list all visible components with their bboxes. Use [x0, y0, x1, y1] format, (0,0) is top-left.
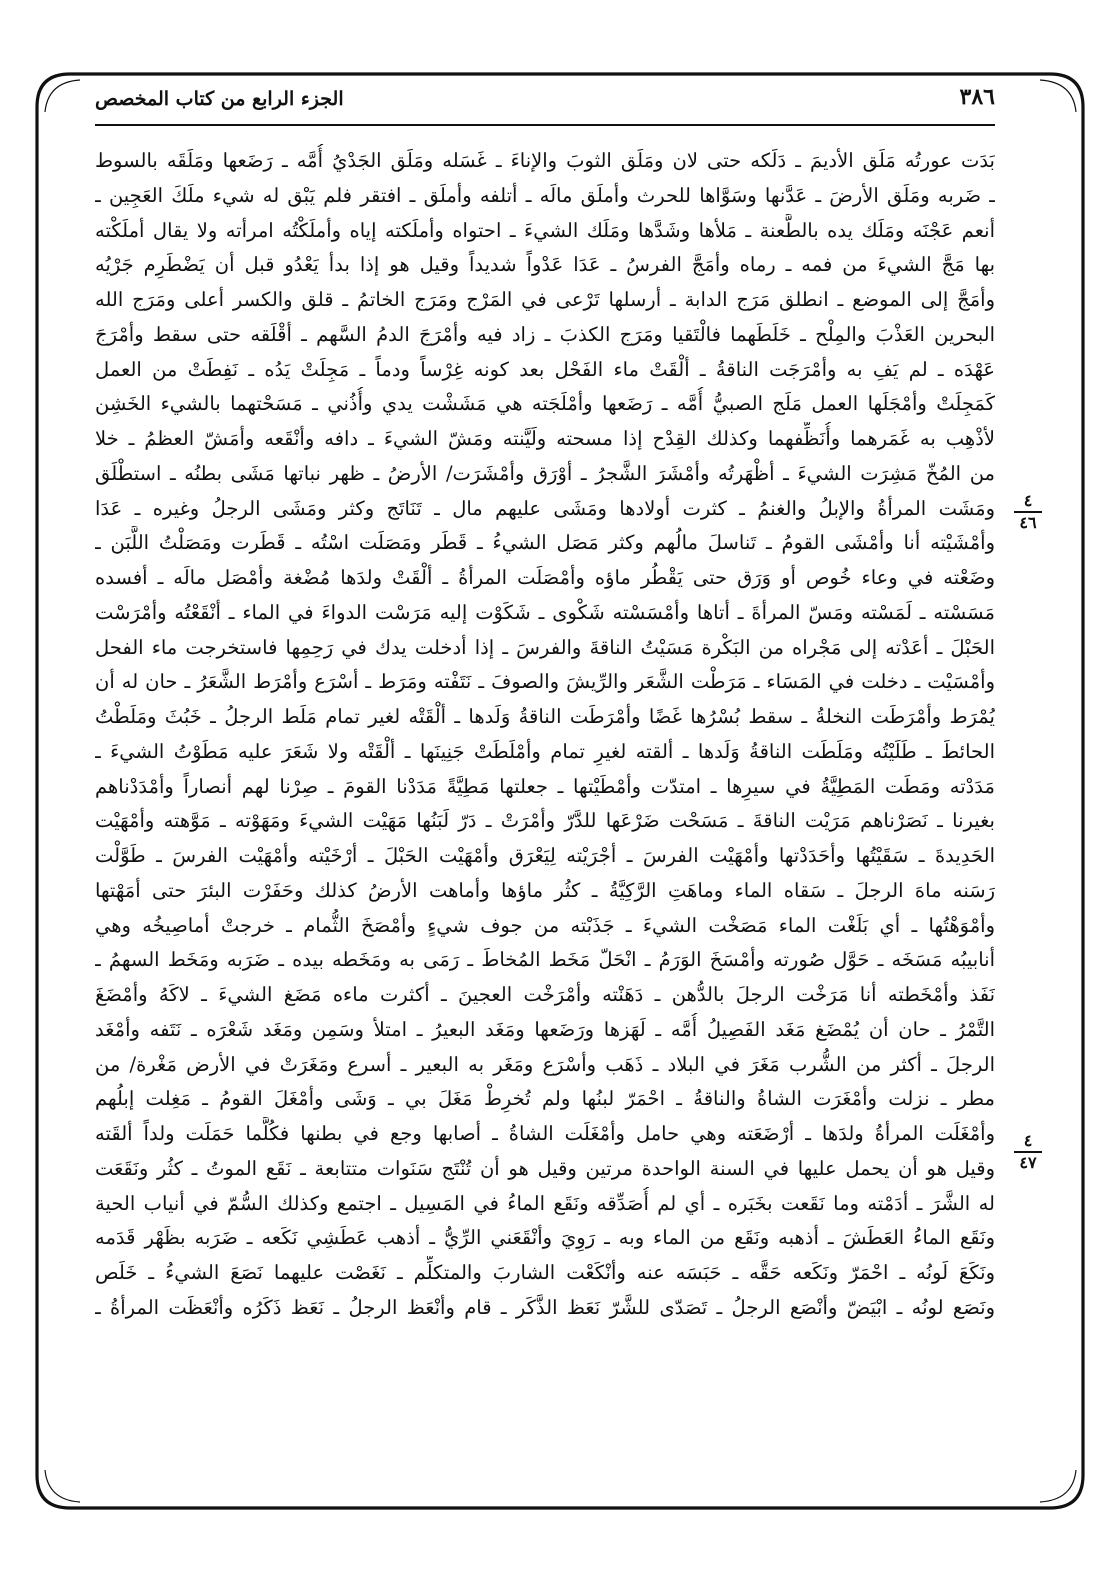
margin-marker-volume: ٤	[1023, 491, 1033, 510]
text-line: ـ ضَربه ومَلَق الأرضَ ـ عَدَّنها وسَوَّاها للحرث وأملَق مالَه ـ أتلفه وأملَق ـ افتقر فلم يَبْق له شيء ملَكَ العَجِين ـ	[95, 183, 995, 207]
page-header	[95, 84, 995, 124]
border-corner-ornament	[45, 1470, 80, 1502]
text-line: أنعم عَجْنَه ومَلَك يده بالطَّعنة ـ مَلأها وشَدَّها ومَلَك الشيءَ ـ احتواه وأملَكته إياه وأملَكْتُه امرأته ولا يقال أملَكْته	[95, 218, 995, 242]
text-line: رَسَنه ماهَ الرجلَ ـ سَقاه الماء وماهَتِ الرَّكِيَّةُ ـ كثُر ماؤها وأماهت الأرضُ كذلك وحَفَرْت البئرَ حتى أمَهْتها	[95, 878, 995, 902]
margin-marker-page: ٤٧	[1019, 1153, 1037, 1172]
text-line: وقيل هو أن يحمل عليها في السنة الواحدة مرتين وقيل هو أن تُنْتَج سَنَوات متتابعة ـ نَقَع الموتُ ـ كثُر ونَقَعَت	[95, 1156, 995, 1180]
text-line: الحائطَ ـ طَلَيْتُه ومَلَطَت الناقةُ وَلَدها ـ ألقته لغيرِ تمام وأمْلَطَتْ جَنِينَها ـ ألْقَتْه ولا شَعَرَ عليه مَطَوْتُ الشيءَ ـ	[95, 739, 995, 763]
text-line: الحَبْلَ ـ أعَدْته إلى مَجْراه من البَكْرة مَسَيْتُ الناقةَ والفرسَ ـ إذا أدخلت يدك في رَحِمِها فاستخرجت ماء الفحل	[95, 635, 995, 659]
text-line: مَسَسْته ـ لَمَسْته ومَسّ المرأةَ ـ أتاها وأمْسَسْته شَكْوى ـ شَكَوْت إليه مَرَسْت الدواءَ في الماء ـ أنْقَعْتُه وأمْرَسْت	[95, 600, 995, 624]
running-title: الجزء الرابع من كتاب المخصص	[95, 88, 344, 110]
margin-marker-page: ٤٦	[1019, 513, 1037, 532]
text-line: التَّمْرُ ـ حان أن يُمْضَغ مَغَد الفَصِيلُ أُمَّه ـ لَهَزها ورَضَعها ومَغَد البعيرُ ـ امتلأ وسَمِن ومَغَد شَعْرَه ـ نَتَفه وأمْغَد	[95, 1017, 995, 1041]
text-line: الرجلَ ـ أكثر من الشُّرب مَغَرَ في البلاد ـ ذَهَب وأسْرَع ومَغَر به البعير ـ أسرع ومَغَرَتْ في الأرض مَغْرة/ من	[95, 1052, 995, 1076]
text-line: بها مَجَّ الشيءَ من فمه ـ رماه وأمَجَّ الفرسُ ـ عَدَا عَدْواً شديداً وقيل هو إذا بدأ يَعْدُو قبل أن يَضْطَرِم جَرْيُه	[95, 253, 995, 277]
border-corner-ornament	[1040, 1470, 1076, 1502]
text-line	[95, 1326, 995, 1361]
text-line: الحَدِيدةَ ـ سَقَيْتُها وأحَدَدْتها وأمْهَيْت الفرسَ ـ أجْرَيْته لِيَعْرَق وأمْهَيْت الحَبْلَ ـ أرْخَيْته وأمْهَيْت الفرسَ ـ طَوَّلْت	[95, 844, 995, 867]
text-line: مَدَدْته ومَطَت المَطِيَّةُ في سيرِها ـ امتدّت وأمْطَيْتها ـ جعلتها مَطِيَّةً مَدَدْنا القومَ ـ صِرْنا لهم أنصاراً وأمْدَدْناهم	[95, 774, 995, 798]
text-line: ونَصَع لونُه ـ ابْيَضّ وأنْصَع الرجلُ ـ تَصَدّى للشَّرّ نَعَظ الذَّكَر ـ قام وأنْعَظ الرجلُ ـ نَعَظ ذَكَرُه وأنْعَظَت المرأةُ ـ	[95, 1295, 995, 1319]
page-number: ٣٨٦	[959, 84, 995, 110]
text-line: وأمْغَلَت المرأةُ ولدَها ـ أرْضَعَته وهي حامل وأمْغَلَت الشاةُ ـ أصابها وجع في بطنها فكُلَّما حَمَلَت ولداً ألقَته	[95, 1122, 995, 1145]
text-line: وأمْوَهْتُها ـ أي بَلَغْت الماء مَصَخْت الشيءَ ـ جَذَبْته من جوف شيءٍ وأمْصَخَ الثُّمام ـ خرجتْ أماصِيخُه وهي	[95, 913, 995, 937]
text-line: له الشَّرَ ـ أدَمْته وما نَقَعت بخَبَره ـ أي لم أُصَدِّقه ونَقَع الماءُ في المَسِيل ـ اجتمع وكذلك السُّمّ في أنياب الحية	[95, 1191, 995, 1215]
text-line: وأمْسَيْت ـ دخلت في المَسَاء ـ مَرَطْت الشَّعَر والرِّيشَ والصوفَ ـ نَتَفْته ومَرَط ـ أسْرَع وأمْرَط الشَّعَرُ ـ حان له أن	[95, 670, 995, 694]
margin-marker-volume: ٤	[1023, 1131, 1033, 1150]
text-line: أنابيبُه مَسَخَه ـ حَوَّل صُورته وأمْسَخَ الوَرَمُ ـ انْحَلّ مَخَط المُخاطَ ـ رَمَى به ومَخَطه بيده ـ ضَرَبه ومَخَط السهمُ ـ	[95, 948, 995, 972]
text-line: ومَشَت المرأةُ والإبلُ والغنمُ ـ كثرت أولادها ومَشَى عليهم مال ـ تَنَاتَج وكثر ومَشَى الرجلُ وغيره ـ عَدَا	[95, 496, 995, 520]
text-line: البحرين العَذْبَ والمِلْح ـ خَلَطَهما فالْتَقيا ومَرَج الكذبَ ـ زاد فيه وأمْرَجَ الدمُ السَّهم ـ أقْلَقه حتى سقط وأمْرَجَ	[95, 322, 995, 346]
text-line: بَدَت عورتُه مَلَق الأديمَ ـ دَلَكه حتى لان ومَلَق الثوبَ والإناءَ ـ غَسَله ومَلَق الجَدْيُ أُمَّه ـ رَضَعها ومَلَقَه بالسوط	[95, 149, 995, 172]
header-rule	[95, 124, 995, 126]
text-line: بغيرنا ـ نَصَرْناهم مَرَيْت الناقةَ ـ مَسَحْت ضَرْعَها للدَّرّ وأمْرَتْ ـ دَرّ لَبَنُها مَهَيْت الشيءَ ومَهَوْته ـ مَوَّهته وأمْهَيْت	[95, 809, 995, 833]
text-line	[95, 1360, 995, 1395]
border-corner-ornament	[1040, 80, 1076, 112]
text-line: عَهْدَه ـ لم يَفِ به وأمْرَجَت الناقةُ ـ ألْقَتْ ماء الفَحْل بعد كونه غِرْساً ودماً ـ مَجِلَتْ يَدُه ـ نَفِطَتْ من العمل	[95, 357, 995, 381]
text-line: ونَكَعَ لَونُه ـ احْمَرّ ونَكَعه حَقَّه ـ حَبَسَه عنه وأنْكَعْت الشاربَ والمتكلِّم ـ نَغَصْت عليهما نَصَعَ الشيءُ ـ خَلَص	[95, 1261, 995, 1284]
text-line: نَفَذ وأمْخَطته أنا مَرَخْت الرجلَ بالدُّهن ـ دَهَنْته وأمْرَخْت العجينَ ـ أكثرت ماءه مَضَغ الشيءَ ـ لاكَهُ وأمْضَغَ	[95, 983, 995, 1006]
margin-marker	[1010, 493, 1046, 531]
text-line: من المُخّ مَشِرَت الشيءَ ـ أظْهَرتُه وأمْشَرَ الشَّجرُ ـ أوْرَق وأمْشَرَت/ الأرضُ ـ ظهر نباتها مَشَى بطنُه ـ استطْلَق	[95, 461, 995, 485]
text-line: مطر ـ نزلت وأمْغَرَت الشاةُ والناقةُ ـ احْمَرّ لبنُها ولم تُخرِطْ مَغَلَ بي ـ وَشَى وأمْغَلَ القومُ ـ مَغِلت إبلُهم	[95, 1087, 995, 1111]
border-corner-ornament	[45, 80, 80, 112]
text-line: وأمْشَيْته أنا وأمْشَى القومُ ـ تَناسلَ مالُهم وكثر مَصَل الشيءُ ـ قَطَر ومَصَلَت اسْتُه ـ قَطَرت ومَصَلْتُ اللَّبَن ـ	[95, 531, 995, 555]
text-line: يُمْرَط وأمْرَطَت النخلةُ ـ سقط بُسْرُها غَضًا وأمْرَطَت الناقةُ وَلَدها ـ ألْقَتْه لغير تمام مَلَط الرجلُ ـ خَبُثَ ومَلَطْتُ	[95, 705, 995, 728]
text-line: وأمَجَّ إلى الموضع ـ انطلق مَرَج الدابة ـ أرسلها تَرْعى في المَرْج ومَرَج الخاتمُ ـ قلق والكسر أعلى ومَرَج الله	[95, 288, 995, 311]
text-line: لأذْهِب به غَمَرهما وأُنَظِّفهما وكذلك القِدْح إذا مسحته ولَيَّنته ومَشّ الشيءَ ـ دافه وأنْقَعه وأمَشّ العظمُ ـ خلا	[95, 427, 995, 450]
text-line: كَمَجِلَتْ وأمْجَلَها العمل مَلَج الصبيُّ أُمَّه ـ رَضَعها وأمْلَجَته هي مَشَشْت يدي وأُذُني ـ مَسَحْتهما بالشيء الخَشِن	[95, 392, 995, 416]
text-line: وضَعْته في وعاء خُوص أو وَرَق حتى يَقْطُر ماؤه وأمْصَلَت المرأةُ ـ ألْقَتْ ولدَها مُضْغة وأمْصَل مالَه ـ أفسده	[95, 566, 995, 589]
text-body	[95, 144, 995, 1395]
text-line: ونَقَع الماءُ العَطَشَ ـ أذهبه ونَقَع من الماء وبه ـ رَوِيَ وأنْقَعَني الرِّيُّ ـ أذهب عَطَشِي نَكَعه ـ ضَرَبه بظَهْر قَدَمه	[95, 1226, 995, 1250]
margin-marker	[1010, 1133, 1046, 1171]
